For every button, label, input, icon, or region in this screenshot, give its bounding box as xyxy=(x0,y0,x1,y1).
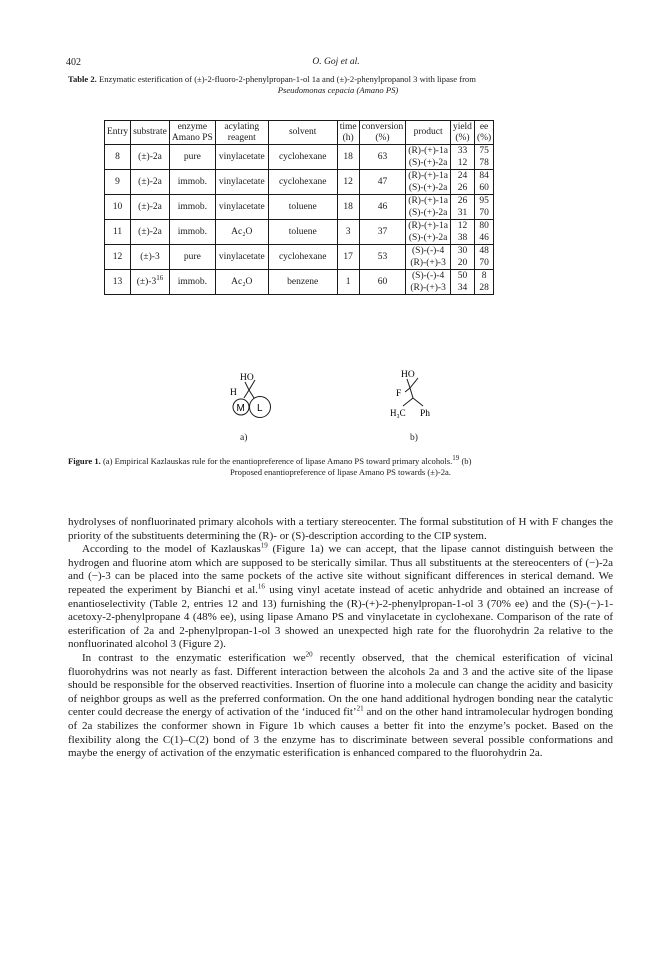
cell-substrate xyxy=(131,195,170,220)
col-acylating-reagent: acylating reagent xyxy=(215,121,268,145)
cell-time: 1 xyxy=(337,270,359,295)
fig-b-ph: Ph xyxy=(420,409,431,419)
fig-b-f: F xyxy=(396,389,402,399)
cell-product-line: (R)-(+)-1a xyxy=(408,196,448,206)
cell-solvent: cyclohexane xyxy=(268,245,337,270)
cell-ee-line: 70 xyxy=(479,208,489,218)
cell-ee-line: 84 xyxy=(479,171,489,181)
cell-ee-line: 60 xyxy=(479,183,489,193)
fig-b-bond-5 xyxy=(403,398,413,406)
cell-product-line: (R)-(+)-1a xyxy=(408,171,448,181)
cell-ee-line: 75 xyxy=(479,146,489,156)
cell-acylating-reagent: vinylacetate xyxy=(215,145,268,170)
table-caption xyxy=(68,74,608,96)
cell-product-line: (S)-(+)-2a xyxy=(408,158,448,168)
cell-yield xyxy=(450,270,474,295)
cell-yield-line: 26 xyxy=(457,196,468,206)
cell-entry: 11 xyxy=(105,220,131,245)
cell-product-line: (S)-(+)-2a xyxy=(408,183,448,193)
col-entry: Entry xyxy=(105,121,131,145)
substrate-text: (±)-2a xyxy=(138,201,162,212)
cell-product xyxy=(406,195,451,220)
cell-ee-line: 80 xyxy=(479,221,489,231)
cell-enzyme: immob. xyxy=(169,195,215,220)
cell-product-line: (S)-(+)-2a xyxy=(408,233,448,243)
fig-b-bond-6 xyxy=(413,398,423,406)
cell-entry: 12 xyxy=(105,245,131,270)
cell-yield xyxy=(450,170,474,195)
cell-time: 18 xyxy=(337,195,359,220)
table-caption-line2: Pseudomonas cepacia (Amano PS) xyxy=(277,85,399,95)
cell-substrate xyxy=(131,220,170,245)
figure-caption-label: Figure 1. xyxy=(68,456,101,466)
table-caption-label: Table 2. xyxy=(68,74,97,84)
cell-yield-line: 31 xyxy=(457,208,468,218)
paragraph-3: In contrast to the enzymatic esterification $we^{20}$ recently observed, that the chemical esterification of vicinal fluorohydrins was not nearly as fast. Different interaction between the alcohols 2a and 3 and the active site of the lipase should be responsible for the observed reactivities. Insertion of fluorine into a molecule can change the acidity and basicity of neighbor groups as well as the preferred conformation. On the one hand additional hydrogen bonding near the catalytic center could decrease the energy of activation of the ‘induced fit’$^{21}$ and on the other hand intramolecular hydrogen bonding of 2a stabilizes the conformer shown in Figure 1b which causes a better fit into the enzyme’s pocket. Based on the flexibility along the C(1)–C(2) bond of 3 the enzyme has to discriminate between several possible conformations and maybe the energy of activation of the enzymatic esterification is enhanced compared to the fluorohydrin 2a. xyxy=(68,650,613,760)
col-solvent: solvent xyxy=(268,121,337,145)
figure-1b xyxy=(370,366,460,436)
cell-product xyxy=(406,245,451,270)
figure-caption xyxy=(68,456,613,478)
substrate-text: (±)-2a xyxy=(138,151,162,162)
cell-ee-line: 48 xyxy=(479,246,489,256)
cell-entry: 10 xyxy=(105,195,131,220)
cell-ee-line: 78 xyxy=(479,158,489,168)
kazlauskas-rule-diagram xyxy=(220,370,300,450)
cell-yield-line: 26 xyxy=(457,183,468,193)
col-time: time (h) xyxy=(337,121,359,145)
table-row xyxy=(105,245,494,270)
cell-substrate xyxy=(131,245,170,270)
cell-ee-line: 70 xyxy=(479,258,489,268)
cell-yield-line: 12 xyxy=(457,158,468,168)
results-table xyxy=(104,120,494,295)
cell-enzyme: immob. xyxy=(169,270,215,295)
cell-ee xyxy=(474,170,493,195)
cell-product-line: (R)-(+)-3 xyxy=(410,283,446,293)
table-row xyxy=(105,270,494,295)
figure-1a-label: a) xyxy=(240,433,248,443)
fig-a-bond-3 xyxy=(244,390,249,398)
fig-b-h3c: H₃C xyxy=(390,408,406,418)
cell-product xyxy=(406,220,451,245)
cell-entry: 9 xyxy=(105,170,131,195)
table-row xyxy=(105,220,494,245)
cell-substrate xyxy=(131,170,170,195)
col-enzyme: enzyme Amano PS xyxy=(169,121,215,145)
cell-yield-line: 30 xyxy=(457,246,468,256)
table-header-row xyxy=(105,121,494,145)
figure-1b-label: b) xyxy=(410,433,418,443)
cell-substrate xyxy=(131,270,170,295)
cell-conversion: 63 xyxy=(359,145,406,170)
cell-yield-line: 33 xyxy=(457,146,468,156)
cell-solvent: cyclohexane xyxy=(268,145,337,170)
paragraph-1: hydrolyses of nonfluorinated primary alcohols with a tertiary stereocenter. The formal substitution of H with F changes the priority of the substituents determining the (R)- or (S)-description according to the CIP system. xyxy=(68,516,613,542)
cell-acylating-reagent: Ac₂O xyxy=(215,270,268,295)
fig-b-bond-1 xyxy=(407,379,410,388)
figure-caption-end: (b) xyxy=(459,456,472,466)
col-conversion: conversion (%) xyxy=(359,121,406,145)
running-head-text: O. Goj et al. xyxy=(312,57,360,67)
ref-16: 16 xyxy=(257,582,265,591)
cell-conversion: 60 xyxy=(359,270,406,295)
cell-time: 17 xyxy=(337,245,359,270)
cell-yield xyxy=(450,195,474,220)
cell-acylating-reagent: vinylacetate xyxy=(215,195,268,220)
fig-a-h: H xyxy=(230,388,237,398)
table-row xyxy=(105,145,494,170)
fig-a-l: L xyxy=(257,403,263,414)
cell-enzyme: pure xyxy=(169,145,215,170)
fig-b-ho: HO xyxy=(401,370,415,380)
substrate-text: (±)-3 xyxy=(140,251,160,262)
substrate-ref: 16 xyxy=(156,273,164,282)
paragraph-2: According to the model of Kazlauskas$^{19}$ (Figure 1a) we can accept, that the lipase cannot distinguish between the hydrogen and fluorine atom which are supposed to be sterically similar. Thus all substituents at the stereocenters of (−)-2a and (−)-3 can be placed into the same pockets of the active site without significant differences in sterical demand. We repeated the experiment by Bianchi et al.$^{16}$ using vinyl acetate instead of acetic anhydride and obtained an increase of enantioselectivity (Table 2, entries 12 and 13) furnishing the (R)-(+)-2-phenylpropan-1-ol 3 (70% ee) and the (S)-(−)-1-acetoxy-2-phenylpropane 4 (48% ee), using lipase Amano PS and vinylacetate in cyclohexane. Comparison of the rate of esterification of 2a and 2-phenylpropan-1-ol 3 showed an unexpected high rate for the fluorohydrin 2a relative to the nonfluorinated alcohol 3 (Figure 2). xyxy=(68,541,614,651)
cell-product xyxy=(406,145,451,170)
table-caption-line1 xyxy=(68,74,608,85)
figure-caption-line2: Proposed enantiopreference of lipase Amano PS towards (±)-2a. xyxy=(230,467,451,477)
col-yield: yield (%) xyxy=(450,121,474,145)
cell-conversion: 37 xyxy=(359,220,406,245)
cell-ee-line: 8 xyxy=(481,271,487,281)
cell-product xyxy=(406,170,451,195)
ref-20: 20 xyxy=(305,650,313,659)
ref-21: 21 xyxy=(356,704,364,713)
substrate-text: (±)-2a xyxy=(138,226,162,237)
running-head xyxy=(0,57,672,67)
cell-yield-line: 34 xyxy=(457,283,468,293)
cell-ee xyxy=(474,245,493,270)
cell-product xyxy=(406,270,451,295)
cell-ee xyxy=(474,270,493,295)
col-product: product xyxy=(406,121,451,145)
cell-yield xyxy=(450,245,474,270)
substrate-text: (±)-2a xyxy=(138,176,162,187)
table-row xyxy=(105,195,494,220)
cell-enzyme: pure xyxy=(169,245,215,270)
figure-caption-line1 xyxy=(68,456,613,467)
cell-enzyme: immob. xyxy=(169,220,215,245)
cell-acylating-reagent: vinylacetate xyxy=(215,170,268,195)
cell-acylating-reagent: Ac₂O xyxy=(215,220,268,245)
cell-yield-line: 12 xyxy=(457,221,468,231)
proposed-enantiopreference-diagram xyxy=(370,366,460,436)
cell-entry: 13 xyxy=(105,270,131,295)
fig-a-bond-4 xyxy=(249,390,254,398)
cell-time: 3 xyxy=(337,220,359,245)
cell-yield-line: 38 xyxy=(457,233,468,243)
substrate-text: (±)-3 xyxy=(136,276,157,287)
cell-substrate xyxy=(131,145,170,170)
fig-a-m: M xyxy=(236,403,245,414)
fig-b-bond-4 xyxy=(410,388,413,398)
cell-yield xyxy=(450,145,474,170)
col-ee: ee (%) xyxy=(474,121,493,145)
cell-product-line: (S)-(-)-4 xyxy=(412,271,445,281)
cell-ee xyxy=(474,145,493,170)
cell-conversion: 47 xyxy=(359,170,406,195)
cell-conversion: 53 xyxy=(359,245,406,270)
cell-solvent: cyclohexane xyxy=(268,170,337,195)
cell-yield-line: 20 xyxy=(457,258,468,268)
cell-ee xyxy=(474,220,493,245)
cell-ee-line: 95 xyxy=(479,196,489,206)
cell-solvent: toluene xyxy=(268,195,337,220)
table-row xyxy=(105,170,494,195)
fig-a-ho: HO xyxy=(240,373,254,383)
cell-yield-line: 24 xyxy=(457,171,468,181)
table-caption-text: Enzymatic esterification of (±)-2-fluoro-2-phenylpropan-1-ol 1a and (±)-2-phenylpropanol 3 with lipase from xyxy=(98,74,476,84)
cell-yield-line: 50 xyxy=(457,271,468,281)
cell-time: 18 xyxy=(337,145,359,170)
cell-ee-line: 28 xyxy=(479,283,489,293)
cell-product-line: (R)-(+)-1a xyxy=(408,146,448,156)
figure-caption-ref: 19 xyxy=(452,454,460,463)
cell-ee-line: 46 xyxy=(479,233,489,243)
cell-acylating-reagent: vinylacetate xyxy=(215,245,268,270)
cell-time: 12 xyxy=(337,170,359,195)
cell-product-line: (S)-(-)-4 xyxy=(412,246,445,256)
cell-entry: 8 xyxy=(105,145,131,170)
table-body xyxy=(105,145,494,295)
col-substrate: substrate xyxy=(131,121,170,145)
cell-solvent: toluene xyxy=(268,220,337,245)
figure-caption-text: (a) Empirical Kazlauskas rule for the enantiopreference of lipase Amano PS toward primary alcohols. xyxy=(102,456,453,466)
page-number: 402 xyxy=(66,57,81,68)
cell-solvent: benzene xyxy=(268,270,337,295)
cell-product-line: (S)-(+)-2a xyxy=(408,208,448,218)
fig-b-bond-3 xyxy=(405,388,410,392)
cell-product-line: (R)-(+)-3 xyxy=(410,258,446,268)
fig-a-bond-1 xyxy=(245,382,249,390)
cell-product-line: (R)-(+)-1a xyxy=(408,221,448,231)
cell-enzyme: immob. xyxy=(169,170,215,195)
figure-1a xyxy=(220,370,300,450)
cell-yield xyxy=(450,220,474,245)
body-text xyxy=(68,516,613,761)
ref-19: 19 xyxy=(260,541,268,550)
cell-conversion: 46 xyxy=(359,195,406,220)
cell-ee xyxy=(474,195,493,220)
